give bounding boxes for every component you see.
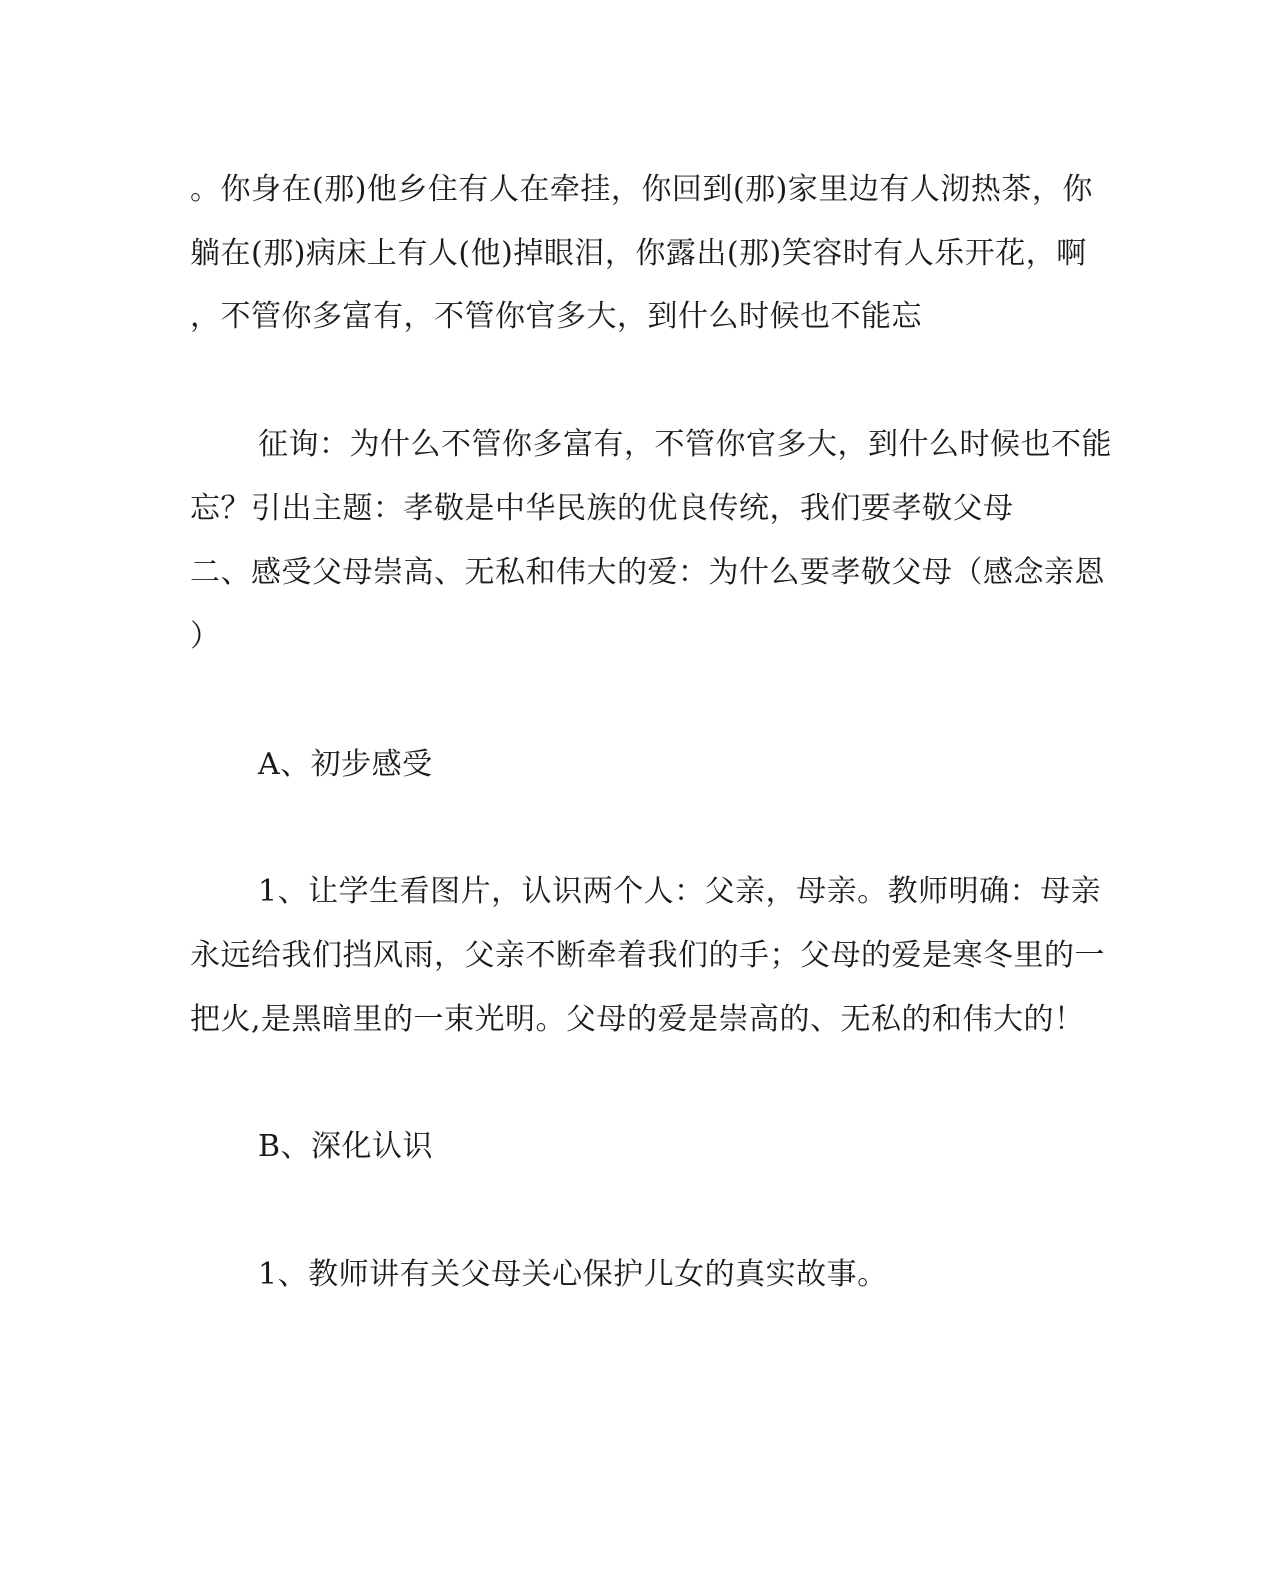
song-lyric-line-1: 。你身在(那)他乡住有人在牵挂，你回到(那)家里边有人沏热茶，你 <box>190 172 1093 207</box>
activity-paragraph-line-1: 1、让学生看图片，认识两个人：父亲，母亲。教师明确：母亲 <box>258 874 1102 909</box>
song-lyric-line-3: ，不管你多富有，不管你官多大，到什么时候也不能忘 <box>190 299 922 334</box>
subsection-heading-b: B、深化认识 <box>258 1129 434 1164</box>
subsection-heading-a: A、初步感受 <box>258 747 433 782</box>
activity-paragraph-line-2: 永远给我们挡风雨，父亲不断牵着我们的手；父母的爱是寒冬里的一 <box>190 938 1105 973</box>
question-paragraph-line-1: 征询：为什么不管你多富有，不管你官多大，到什么时候也不能 <box>258 427 1112 462</box>
activity-paragraph-line-3: 把火,是黑暗里的一束光明。父母的爱是崇高的、无私的和伟大的！ <box>190 1002 1085 1037</box>
question-paragraph-line-2: 忘？引出主题：孝敬是中华民族的优良传统，我们要孝敬父母 <box>190 491 1014 526</box>
section-heading-line-1: 二、感受父母崇高、无私和伟大的爱：为什么要孝敬父母（感念亲恩 <box>190 555 1105 590</box>
section-heading-line-2: ） <box>190 619 221 654</box>
song-lyric-line-2: 躺在(那)病床上有人(他)掉眼泪，你露出(那)笑容时有人乐开花，啊 <box>190 236 1087 271</box>
story-paragraph-line-1: 1、教师讲有关父母关心保护儿女的真实故事。 <box>258 1257 888 1292</box>
